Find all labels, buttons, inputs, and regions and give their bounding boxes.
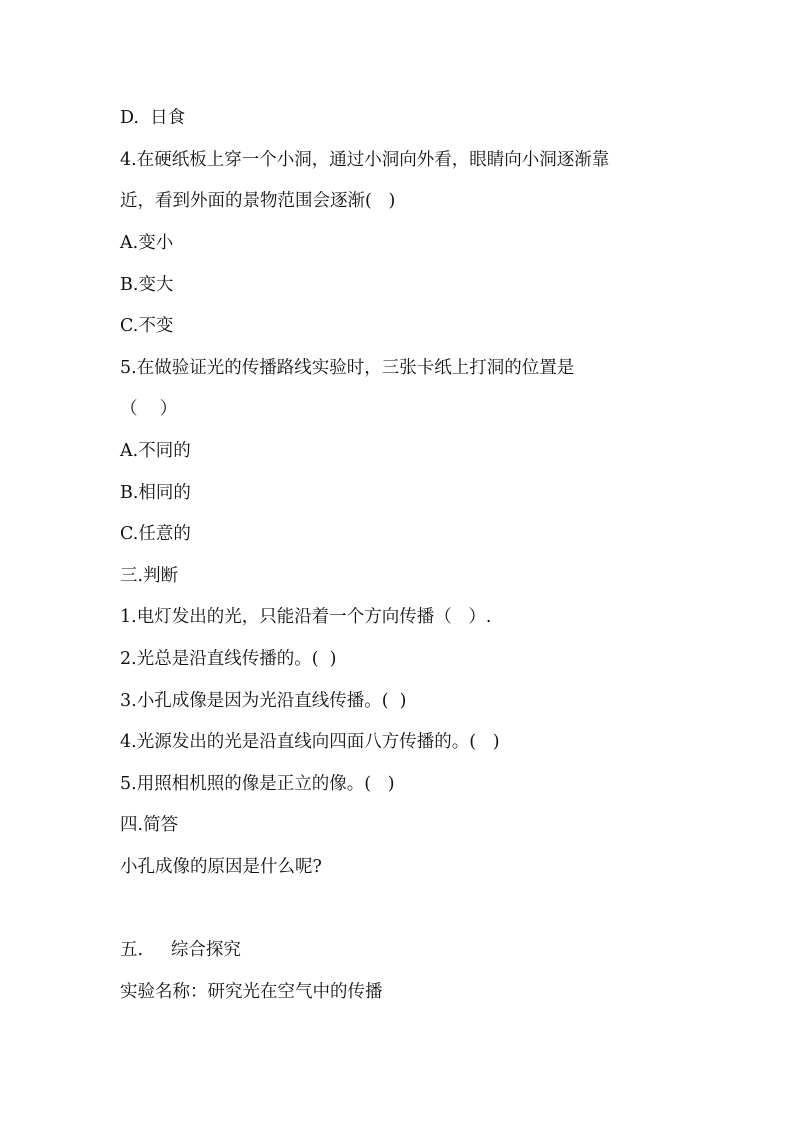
judge-item-3: 3.小孔成像是因为光沿直线传播。( )	[120, 691, 407, 711]
section3-heading: 三.判断	[120, 566, 179, 586]
section4-heading: 四.简答	[120, 815, 179, 835]
short-answer-question: 小孔成像的原因是什么呢?	[120, 857, 322, 877]
judge-item-2: 2.光总是沿直线传播的。( )	[120, 649, 337, 669]
judge-item-1: 1.电灯发出的光，只能沿着一个方向传播（ ）.	[120, 607, 492, 627]
experiment-name: 实验名称：研究光在空气中的传播	[120, 982, 383, 1002]
q4-stem-line2: 近，看到外面的景物范围会逐渐( )	[120, 191, 396, 211]
q4-option-a: A.变小	[120, 233, 174, 253]
q5-option-b: B.相同的	[120, 483, 191, 503]
q4-option-b: B.变大	[120, 275, 174, 295]
q5-option-c: C.任意的	[120, 524, 191, 544]
judge-item-5: 5.用照相机照的像是正立的像。( )	[120, 774, 395, 794]
q5-option-a: A.不同的	[120, 441, 191, 461]
section5-heading: 五. 综合探究	[120, 940, 241, 960]
q4-stem-line1: 4.在硬纸板上穿一个小洞，通过小洞向外看，眼睛向小洞逐渐靠	[120, 150, 610, 170]
q5-stem-line2: （ ）	[120, 399, 178, 419]
judge-item-4: 4.光源发出的光是沿直线向四面八方传播的。( )	[120, 732, 500, 752]
q4-option-c: C.不变	[120, 316, 174, 336]
q3-option-d: D. 日食	[120, 108, 186, 128]
q5-stem-line1: 5.在做验证光的传播路线实验时，三张卡纸上打洞的位置是	[120, 358, 575, 378]
